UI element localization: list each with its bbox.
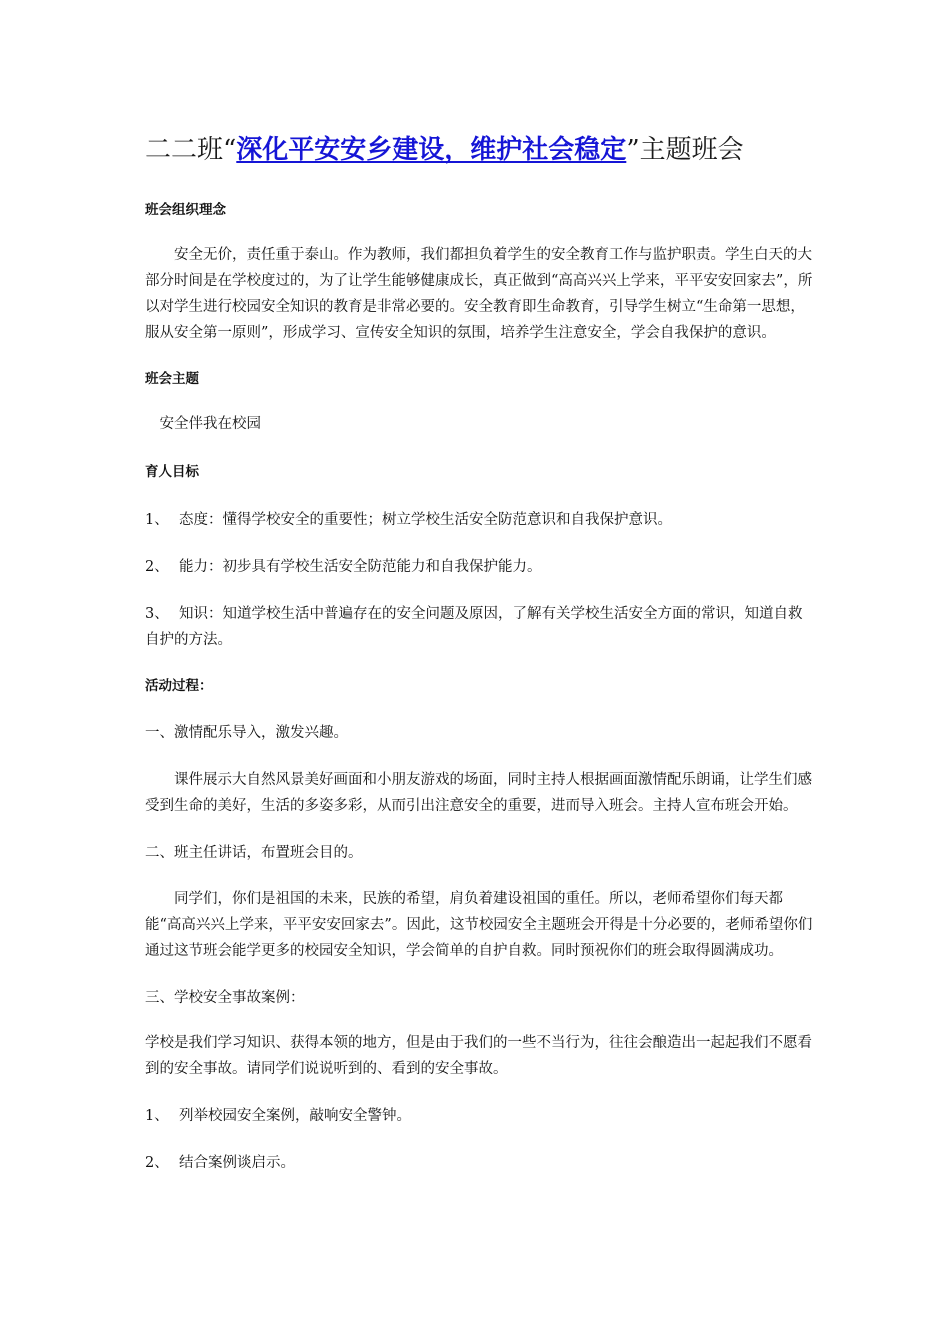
goals-heading: 育人目标: [145, 464, 199, 480]
theme-text: 安全伴我在校园: [159, 416, 261, 432]
goal-item-number: 2、: [145, 559, 169, 575]
concept-heading: 班会组织理念: [145, 202, 226, 218]
step1-paragraph: 课件展示大自然风景美好画面和小朋友游戏的场面，同时主持人根据画面激情配乐朗诵，让学生们感受到生命的美好，生活的多姿多彩，从而引出注意安全的重要，进而导入班会。主持人宣布班会开始。: [145, 772, 812, 814]
goal-item-2: [145, 554, 813, 580]
goal-item-number: 1、: [145, 512, 169, 528]
goal-item-text: 能力：初步具有学校生活安全防范能力和自我保护能力。: [179, 559, 542, 575]
step2-title: 二、班主任讲话，布置班会目的。: [145, 845, 363, 861]
step3-item-text: 列举校园安全案例，敲响安全警钟。: [179, 1108, 411, 1124]
document-title: [145, 130, 744, 170]
step3-item-1: [145, 1103, 813, 1129]
goal-item-1: [145, 507, 813, 533]
step3-paragraph: 学校是我们学习知识、获得本领的地方，但是由于我们的一些不当行为，往往会酿造出一起起我们不愿看到的安全事故。请同学们说说听到的、看到的安全事故。: [145, 1035, 812, 1077]
goal-item-text: 知识：知道学校生活中普遍存在的安全问题及原因，了解有关学校生活安全方面的常识，知道自救自护的方法。: [145, 606, 803, 648]
step3-item-number: 1、: [145, 1108, 169, 1124]
step3-item-2: [145, 1150, 813, 1176]
title-prefix: 二二班“: [145, 135, 237, 165]
concept-paragraph: 安全无价，责任重于泰山。作为教师，我们都担负着学生的安全教育工作与监护职责。学生白天的大部分时间是在学校度过的，为了让学生能够健康成长，真正做到“高高兴兴上学来，平平安安回家去”，所以对学生进行校园安全知识的教育是非常必要的。安全教育即生命教育，引导学生树立“生命第一思想，服从安全第一原则”，形成学习、宣传安全知识的氛围，培养学生注意安全，学会自我保护的意识。: [145, 247, 813, 341]
theme-heading: 班会主题: [145, 371, 199, 387]
goal-item-3: [145, 601, 813, 653]
step3-item-text: 结合案例谈启示。: [179, 1155, 295, 1171]
title-link[interactable]: 深化平安安乡建设，维护社会稳定: [236, 135, 627, 165]
goal-item-text: 态度：懂得学校安全的重要性；树立学校生活安全防范意识和自我保护意识。: [179, 512, 672, 528]
title-suffix: ”主题班会: [626, 135, 744, 165]
process-heading: 活动过程：: [145, 678, 213, 694]
step2-paragraph: 同学们，你们是祖国的未来，民族的希望，肩负着建设祖国的重任。所以，老师希望你们每天都能“高高兴兴上学来，平平安安回家去”。因此，这节校园安全主题班会开得是十分必要的，老师希望你们通过这节班会能学更多的校园安全知识，学会简单的自护自救。同时预祝你们的班会取得圆满成功。: [145, 891, 813, 959]
step3-item-number: 2、: [145, 1155, 169, 1171]
goal-item-number: 3、: [145, 606, 169, 622]
step1-title: 一、激情配乐导入，激发兴趣。: [145, 725, 348, 741]
step3-title: 三、学校安全事故案例：: [145, 990, 305, 1006]
